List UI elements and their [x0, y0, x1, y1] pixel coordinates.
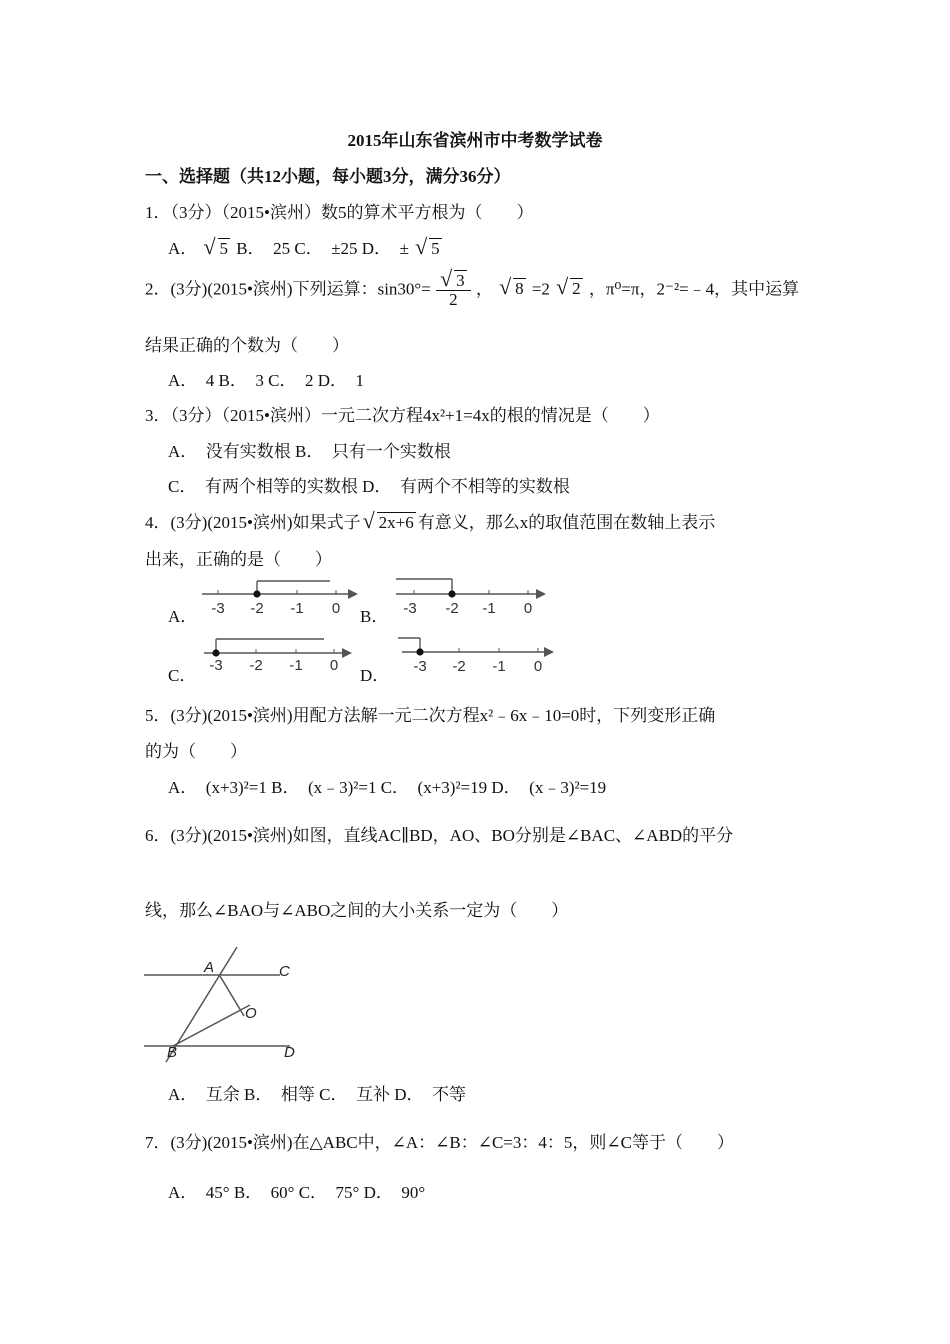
q1-options	[168, 234, 444, 259]
point-label-o: O	[245, 1005, 257, 1022]
sqrt-2x-plus-6: √ 2x+6	[362, 508, 414, 533]
q4-stem-start: 4．(3分)(2015•滨州)如果式子	[145, 513, 361, 532]
tick-label: -3	[211, 600, 225, 617]
point-minus-3	[416, 648, 423, 655]
q2-stem-line1	[145, 266, 800, 309]
point-label-c: C	[279, 963, 290, 980]
page-title: 2015年山东省滨州市中考数学试卷	[347, 131, 603, 150]
tick-label: -1	[290, 600, 304, 617]
q2-options: A． 4 B． 3 C． 2 D． 1	[168, 371, 364, 390]
parallel-lines-figure	[140, 940, 315, 1065]
sqrt-3: √ 3	[440, 266, 465, 291]
number-line-d	[394, 632, 559, 678]
q3-options-ab: A． 没有实数根 B． 只有一个实数根	[168, 442, 451, 461]
sqrt-2: √ 2	[556, 274, 581, 300]
tick-label: -3	[403, 600, 417, 617]
tick-label: -1	[289, 657, 303, 674]
q4-label-d: D．	[360, 666, 390, 685]
q6-options: A． 互余 B． 相等 C． 互补 D． 不等	[168, 1085, 466, 1104]
q5-stem-line1: 5．(3分)(2015•滨州)用配方法解一元二次方程x²﹣6x﹣10=0时，下列变形正确	[145, 706, 716, 725]
sqrt-8: √ 8	[499, 274, 524, 300]
q4-stem-line2: 出来，正确的是（ ）	[145, 550, 332, 569]
q2-rad8: 8	[515, 279, 524, 299]
q2-stem-start: 2．(3分)(2015•滨州)下列运算：sin30°=	[145, 279, 431, 299]
q6-stem-line1: 6．(3分)(2015•滨州)如图，直线AC∥BD，AO、BO分别是∠BAC、∠ABD的平分	[145, 826, 734, 845]
number-line-c	[200, 633, 362, 677]
tick-label: -1	[482, 600, 496, 617]
tick-label: -2	[249, 657, 263, 674]
point-label-a: A	[204, 959, 215, 976]
q4-label-a: A．	[168, 607, 198, 626]
q4-radicand: 2x+6	[378, 513, 414, 532]
q6-stem-line2: 线，那么∠BAO与∠ABO之间的大小关系一定为（ ）	[145, 901, 569, 920]
q2-eq2: =2	[531, 279, 550, 299]
q7-stem: 7．(3分)(2015•滨州)在△ABC中，∠A：∠B：∠C=3：4：5，则∠C等于（ ）	[145, 1133, 734, 1152]
q2-rad2: 2	[572, 279, 581, 299]
q4-label-b: B．	[360, 607, 389, 626]
point-minus-2	[253, 590, 260, 597]
q5-options: A． (x+3)²=1 B． (x﹣3)²=1 C． (x+3)²=19 D． (x﹣3)²=19	[168, 778, 607, 797]
tick-label: 0	[533, 658, 543, 675]
q1-d-radicand: 5	[431, 239, 440, 258]
q4-label-c: C．	[168, 666, 197, 685]
q1-options-bcd: B． 25 C． ±25 D． ±	[236, 239, 409, 258]
q3-stem: 3．（3分）（2015•滨州）一元二次方程4x²+1=4x的根的情况是（ ）	[145, 406, 660, 425]
tick-label: -2	[250, 600, 264, 617]
tick-label: -2	[445, 600, 459, 617]
q2-sep: ，	[475, 279, 493, 299]
q2-stem-line2: 结果正确的个数为（ ）	[145, 336, 349, 355]
q2-frac-radicand: 3	[456, 271, 465, 290]
q5-stem-line2: 的为（ ）	[145, 742, 247, 761]
q3-options-cd: C． 有两个相等的实数根 D． 有两个不相等的实数根	[168, 477, 570, 496]
point-label-d: D	[284, 1044, 295, 1061]
tick-label: 0	[331, 600, 341, 617]
number-line-b	[392, 574, 557, 620]
q1-stem: 1．（3分）（2015•滨州）数5的算术平方根为（ ）	[145, 203, 534, 222]
sqrt-5-d: √ 5	[415, 234, 440, 259]
point-minus-3	[212, 649, 219, 656]
q2-frac-den: 2	[449, 289, 458, 309]
q1-a-radicand: 5	[219, 239, 229, 258]
q4-stem-end: 有意义，那么x的取值范围在数轴上表示	[417, 513, 716, 532]
q2-stem-rest: ，π⁰=π，2⁻²=﹣4，其中运算	[588, 279, 800, 299]
tick-label: -2	[452, 658, 466, 675]
tick-label: -3	[413, 658, 427, 675]
frac-sqrt3-over-2	[436, 266, 471, 309]
section-heading: 一、选择题（共12小题，每小题3分，满分36分）	[145, 167, 511, 186]
point-minus-2	[448, 590, 455, 597]
q7-options: A． 45° B． 60° C． 75° D． 90°	[168, 1183, 426, 1202]
tick-label: -1	[492, 658, 506, 675]
tick-label: 0	[329, 657, 339, 674]
sqrt-5: √ 5	[203, 234, 229, 259]
q1-option-a-label: A．	[168, 239, 198, 258]
tick-label: -3	[209, 657, 223, 674]
q4-stem-line1	[145, 508, 715, 533]
tick-label: 0	[523, 600, 533, 617]
point-label-b: B	[167, 1044, 178, 1061]
number-line-a	[196, 576, 366, 620]
